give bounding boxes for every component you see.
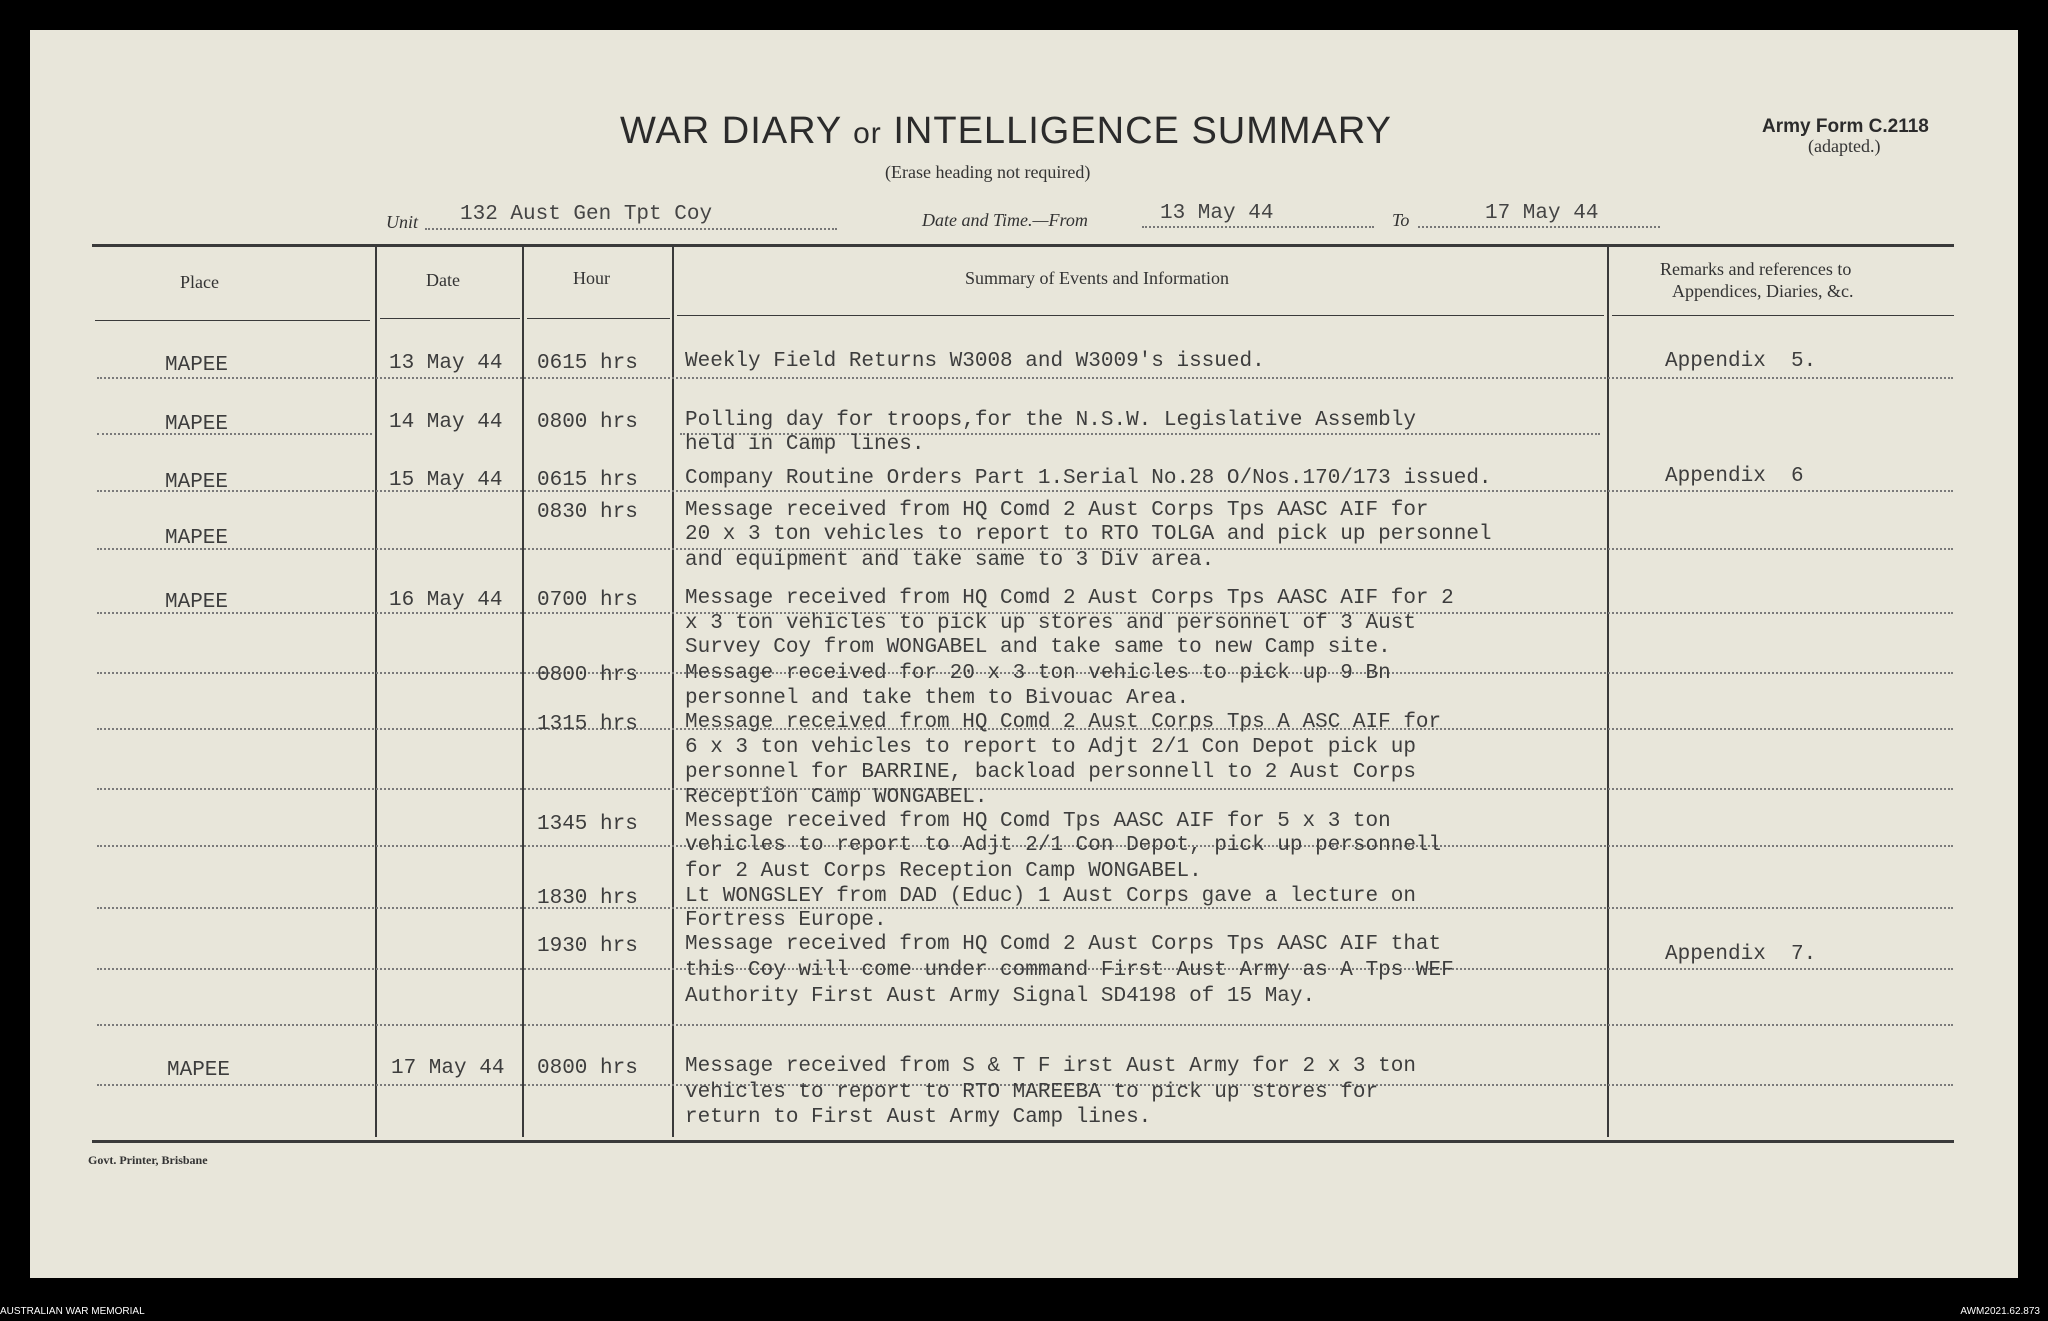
remarks-cell: Appendix 7. [1665,943,1817,966]
unit-label: Unit [386,212,419,232]
place-cell: MAPEE [165,354,229,377]
column-header-summary: Summary of Events and Information [965,268,1229,288]
summary-line: Message received from HQ Comd 2 Aust Corps Tps AASC AIF for 2 [685,587,1454,610]
summary-line: Lt WONGSLEY from DAD (Educ) 1 Aust Corps gave a lecture on [685,885,1416,908]
summary-line: Message received from HQ Comd 2 Aust Corps Tps AASC AIF that [685,933,1442,956]
date-cell: 14 May 44 [389,411,503,434]
header-rule-hour [527,318,670,319]
table-bottom-rule [92,1140,1954,1143]
date-from-dotted-line [1142,226,1374,228]
hour-cell: 0800 hrs [537,411,638,434]
date-cell: 13 May 44 [389,352,503,375]
column-header-remarks-line2: Appendices, Diaries, &c. [1672,281,1854,301]
summary-line: Fortress Europe. [685,909,887,932]
date-from-value: 13 May 44 [1160,202,1274,225]
header-rule-place [95,320,370,321]
archive-credit: AUSTRALIAN WAR MEMORIAL [0,1306,145,1317]
title-intelligence-summary: INTELLIGENCE SUMMARY [893,110,1392,152]
header-rule-remarks [1612,315,1954,316]
place-cell: MAPEE [167,1059,231,1082]
summary-line: 6 x 3 ton vehicles to report to Adjt 2/1 Con Depot pick up [685,736,1416,759]
column-divider-date [522,247,524,1137]
summary-line: Authority First Aust Army Signal SD4198 of 15 May. [685,985,1316,1008]
hour-cell: 1315 hrs [537,713,638,736]
date-from-label: Date and Time.—From [922,210,1088,230]
archive-accession-number: AWM2021.62.873 [1960,1306,2040,1317]
hour-cell: 1830 hrs [537,887,638,910]
summary-line: Message received for 20 x 3 ton vehicles to pick up 9 Bn [685,662,1391,685]
summary-line: Message received from HQ Comd 2 Aust Corps Tps A ASC AIF for [685,711,1442,734]
page-subtitle: (Erase heading not required) [885,162,1091,182]
unit-dotted-line [425,228,837,230]
summary-line: held in Camp lines. [685,433,925,456]
hour-cell: 0615 hrs [537,469,638,492]
hour-cell: 1930 hrs [537,935,638,958]
summary-line: personnel and take them to Bivouac Area. [685,687,1190,710]
hour-cell: 0800 hrs [537,1057,638,1080]
summary-line: this Coy will come under command First Aust Army as A Tps WEF [685,959,1454,982]
place-cell: MAPEE [165,413,229,436]
summary-line: personnel for BARRINE, backload personnell to 2 Aust Corps [685,761,1416,784]
summary-line: and equipment and take same to 3 Div area. [685,549,1215,572]
column-divider-hour [672,247,674,1137]
column-header-place: Place [180,272,219,292]
summary-line: Survey Coy from WONGABEL and take same to new Camp site. [685,636,1391,659]
date-to-dotted-line [1418,226,1660,228]
unit-value: 132 Aust Gen Tpt Coy [460,203,713,226]
date-cell: 15 May 44 [389,469,503,492]
place-cell: MAPEE [165,471,229,494]
hour-cell: 0800 hrs [537,664,638,687]
summary-line: Reception Camp WONGABEL. [685,786,988,809]
column-header-remarks-line1: Remarks and references to [1660,259,1852,279]
header-rule-summary [677,315,1604,316]
header-rule-date [380,318,520,319]
remarks-cell: Appendix 5. [1665,350,1817,373]
form-adapted: (adapted.) [1808,136,1881,156]
date-to-label: To [1392,210,1410,230]
page-title [620,110,1392,153]
printer-credit: Govt. Printer, Brisbane [88,1153,208,1167]
summary-line: x 3 ton vehicles to pick up stores and personnel of 3 Aust [685,612,1416,635]
summary-line: for 2 Aust Corps Reception Camp WONGABEL. [685,860,1202,883]
table-top-rule [92,244,1954,247]
hour-cell: 0830 hrs [537,501,638,524]
summary-line: vehicles to report to RTO MAREEBA to pick up stores for [685,1081,1379,1104]
title-or: or [853,117,882,150]
hour-cell: 1345 hrs [537,813,638,836]
title-war-diary: WAR DIARY [620,110,842,152]
remarks-cell: Appendix 6 [1665,465,1804,488]
summary-line: Company Routine Orders Part 1.Serial No.28 O/Nos.170/173 issued. [685,467,1492,490]
summary-line: Message received from HQ Comd Tps AASC AIF for 5 x 3 ton [685,810,1391,833]
summary-line: 20 x 3 ton vehicles to report to RTO TOLGA and pick up personnel [685,523,1492,546]
place-cell: MAPEE [165,591,229,614]
date-cell: 16 May 44 [389,589,503,612]
summary-line: Weekly Field Returns W3008 and W3009's issued. [685,350,1265,373]
summary-line: Message received from HQ Comd 2 Aust Corps Tps AASC AIF for [685,499,1429,522]
place-cell: MAPEE [165,527,229,550]
column-divider-place [375,247,377,1137]
date-cell: 17 May 44 [391,1057,505,1080]
ruling-line [97,788,1953,790]
date-to-value: 17 May 44 [1485,202,1599,225]
summary-line: vehicles to report to Adjt 2/1 Con Depot, pick up personnell [685,834,1442,857]
summary-line: return to First Aust Army Camp lines. [685,1106,1152,1129]
summary-line: Polling day for troops,for the N.S.W. Legislative Assembly [685,409,1416,432]
hour-cell: 0615 hrs [537,352,638,375]
summary-line: Message received from S & T F irst Aust Army for 2 x 3 ton [685,1055,1416,1078]
ruling-line [97,1024,1953,1026]
form-number: Army Form C.2118 [1762,116,1929,137]
column-header-hour: Hour [573,268,610,288]
ruling-line [97,377,1953,379]
hour-cell: 0700 hrs [537,589,638,612]
column-header-date: Date [426,270,460,290]
ruling-line [97,433,372,435]
column-divider-summary [1607,247,1609,1137]
